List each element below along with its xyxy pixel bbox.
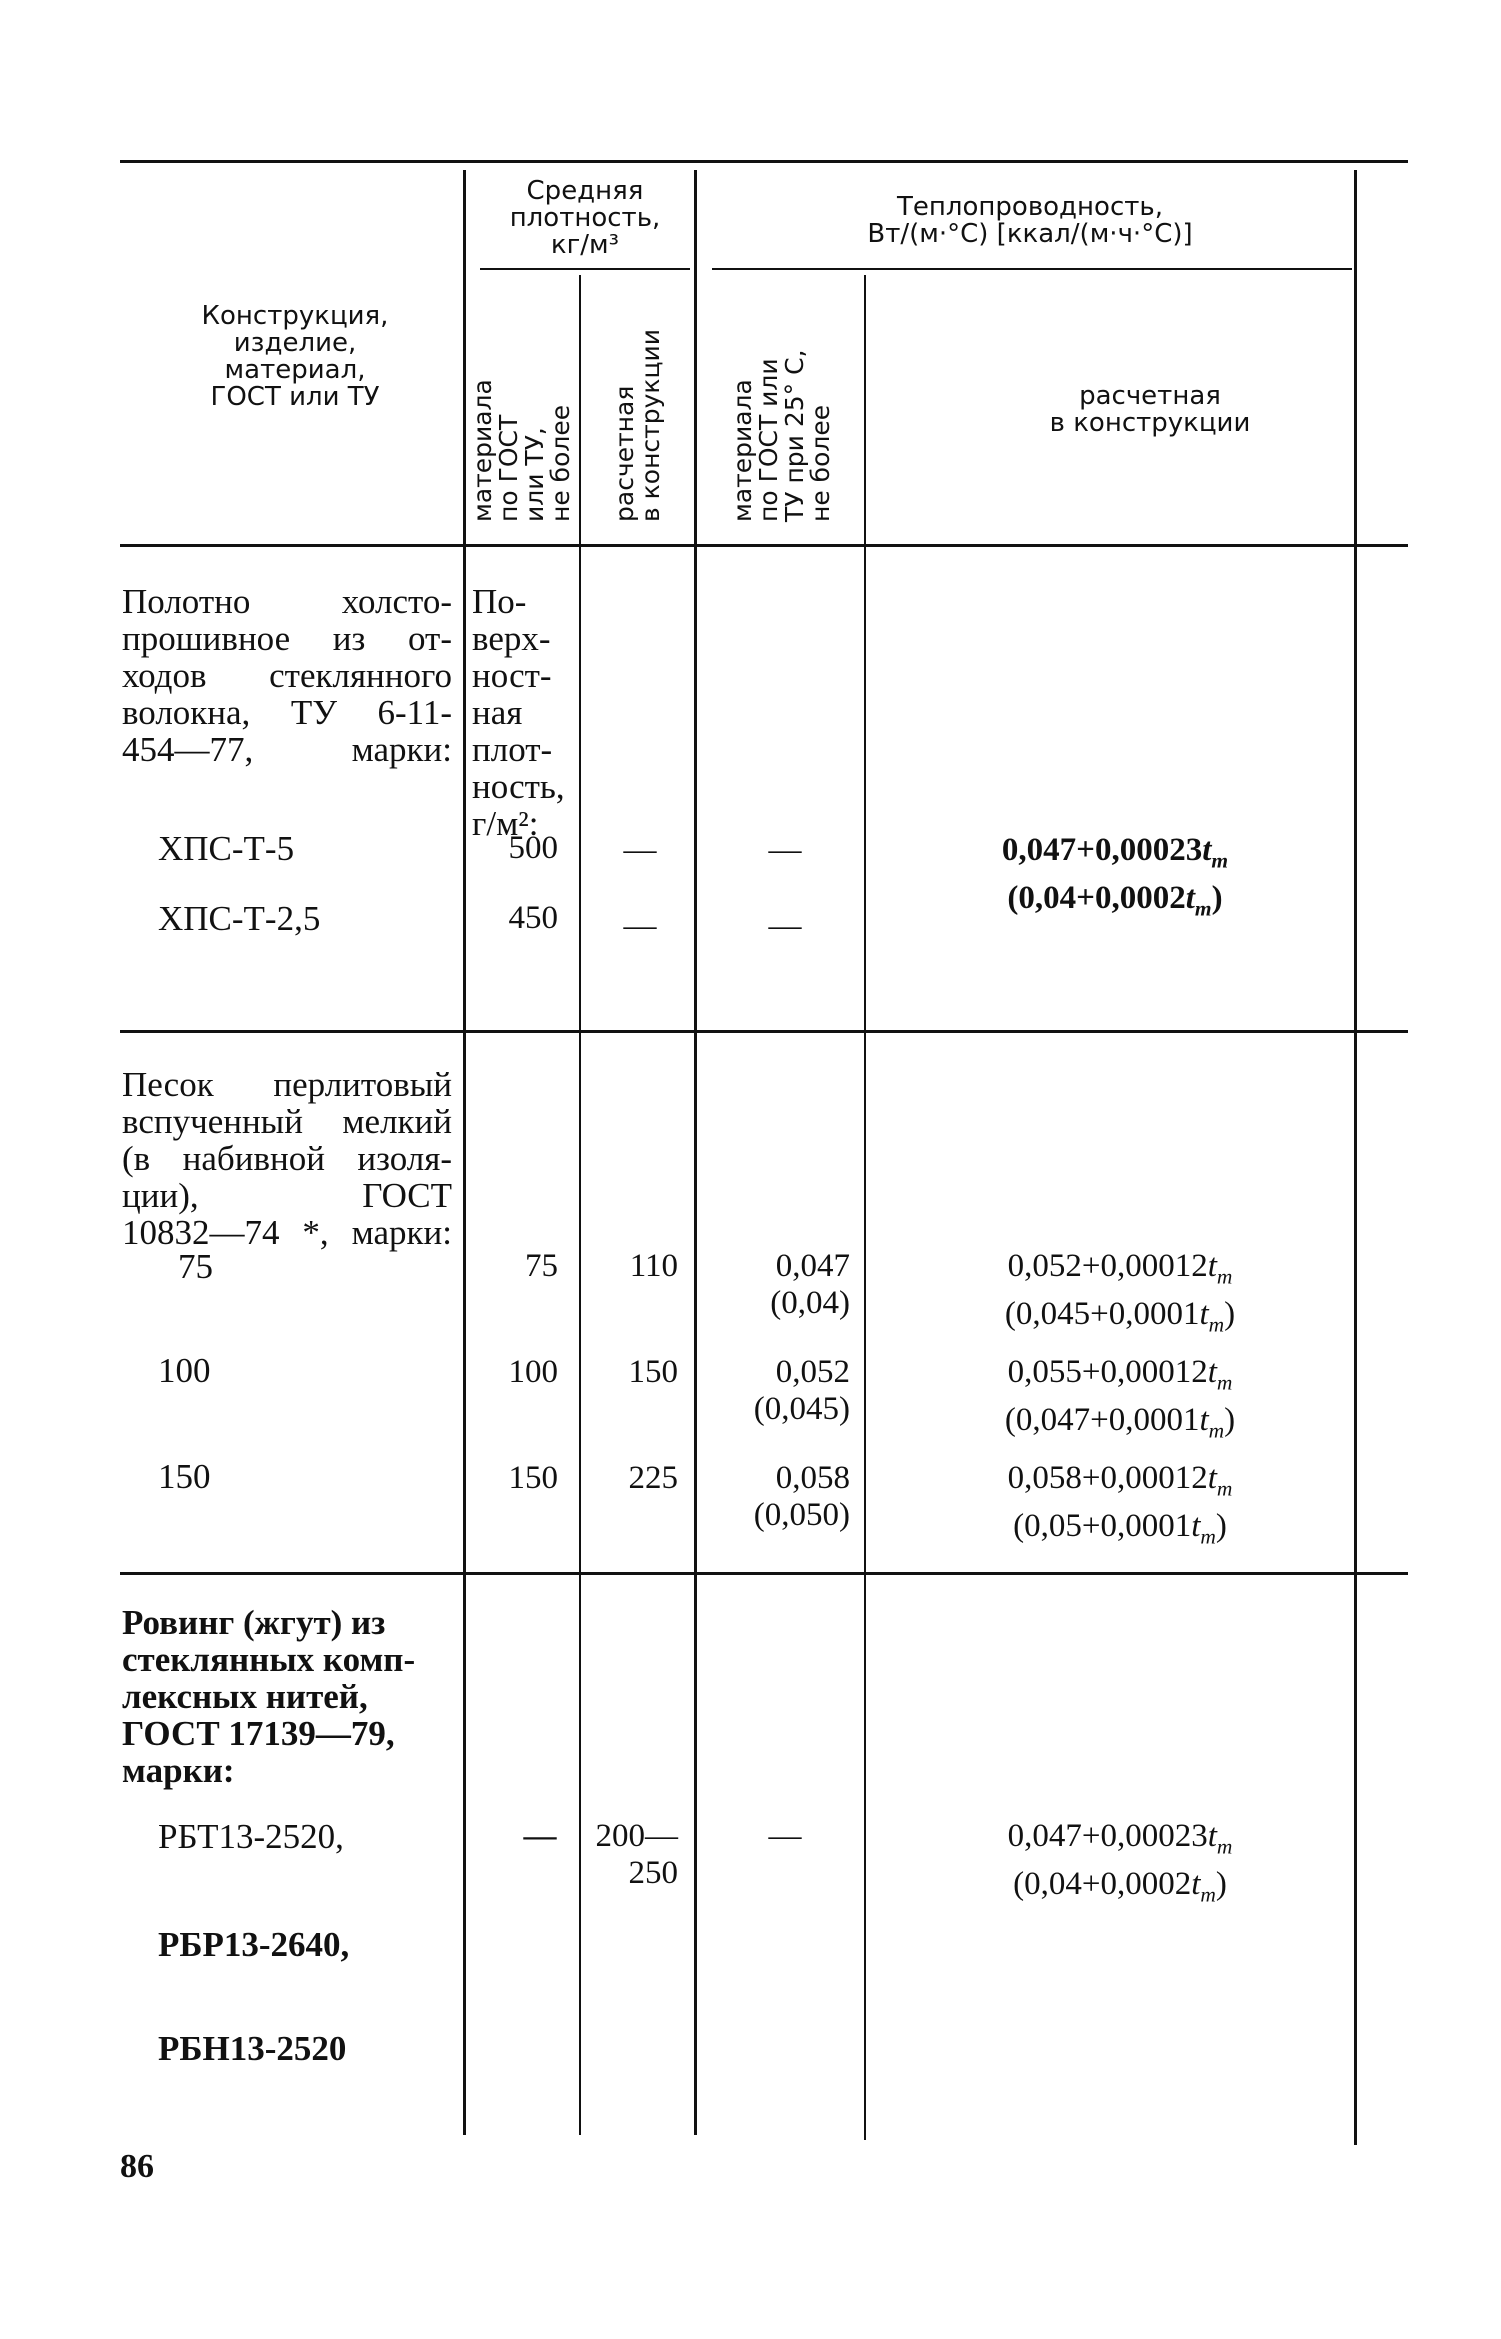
section1-design-density-1: — [623,832,657,868]
section2-density-1: 75 [525,1248,558,1284]
col-divider-2 [579,275,581,2135]
header-cond-material: материала по ГОСТ или ТУ при 25° С, не более [728,349,835,522]
header-density-gost: материала по ГОСТ или ТУ, не более [468,379,575,522]
header-conductivity-group: Теплопроводность, Вт/(м·°С) [ккал/(м·ч·°С)] [867,192,1193,249]
section-divider-1 [120,1030,1408,1033]
section3-grade-1: РБТ13-2520, [158,1817,344,1856]
section-divider-2 [120,1572,1408,1575]
density-group-rule [480,268,690,270]
section2-description: Песок перлитовый вспученный мелкий (в набивной изоля- ции), ГОСТ 10832—74 *, марки: [122,1065,452,1252]
section2-design-density-1: 110 [629,1248,678,1284]
header-construction: Конструкция, изделие, материал, ГОСТ или ТУ [201,301,389,412]
section3-description: Ровинг (жгут) из стеклянных комп- лексных нитей, ГОСТ 17139—79, марки: [122,1603,416,1790]
col-divider-5 [1354,170,1357,2145]
header-bottom-rule [120,544,1408,547]
section2-density-2: 100 [508,1354,558,1390]
section2-cond-material-2: 0,052 (0,045) [753,1354,850,1427]
section2-density-3: 150 [508,1460,558,1496]
section2-grade-1: 75 [178,1247,213,1286]
section2-cond-material-3: 0,058 (0,050) [753,1460,850,1533]
table-top-rule [120,160,1408,163]
section3-design-density-1: 200— 250 [595,1818,678,1891]
section1-cond-material-2: — [768,908,802,944]
header-cond-design: расчетная в конструкции [1049,381,1251,438]
section1-cond-material-1: — [768,832,802,868]
section1-grade-2: ХПС-Т-2,5 [158,899,321,938]
section3-cond-material-1: — [768,1818,802,1854]
header-density-group: Средняя плотность, кг/м³ [509,176,661,260]
section1-grade-1: ХПС-Т-5 [158,829,295,868]
page-number: 86 [120,2148,154,2185]
section1-design-density-2: — [623,908,657,944]
section1-density-1: 500 [508,830,558,866]
section3-grade-3: РБН13-2520 [158,2029,347,2068]
section2-cond-design-3: $0,058+0,00012t_m$ $(0,05+0,0001t_m)$ [1007,1460,1233,1549]
section1-density-note: По- верх- ност- ная плот- ность, г/м²: [472,582,565,843]
section2-grade-3: 150 [158,1457,211,1496]
section1-cond-design-1: $0,047+0,00023t_m$ $(0,04+0,0002t_m)$ [1001,832,1229,921]
section2-cond-design-2: $0,055+0,00012t_m$ $(0,047+0,0001t_m)$ [1004,1354,1236,1443]
section2-design-density-3: 225 [628,1460,678,1496]
section3-cond-design-1: $0,047+0,00023t_m$ $(0,04+0,0002t_m)$ [1007,1818,1233,1907]
col-divider-3 [694,170,697,2135]
section2-design-density-2: 150 [628,1354,678,1390]
section1-description: Полотно холсто- прошивное из от- ходов стеклянного волокна, ТУ 6-11- 454—77, марки: [122,582,452,769]
section2-cond-material-1: 0,047 (0,04) [770,1248,850,1321]
section1-density-2: 450 [508,900,558,936]
section3-density-1: — [523,1818,557,1854]
col-divider-4 [864,275,866,2140]
section2-cond-design-1: $0,052+0,00012t_m$ $(0,045+0,0001t_m)$ [1004,1248,1236,1337]
section2-grade-2: 100 [158,1351,211,1390]
conductivity-group-rule [712,268,1352,270]
header-density-design: расчетная в конструкции [610,328,665,522]
col-divider-1 [463,170,466,2135]
section3-grade-2: РБР13-2640, [158,1925,350,1964]
